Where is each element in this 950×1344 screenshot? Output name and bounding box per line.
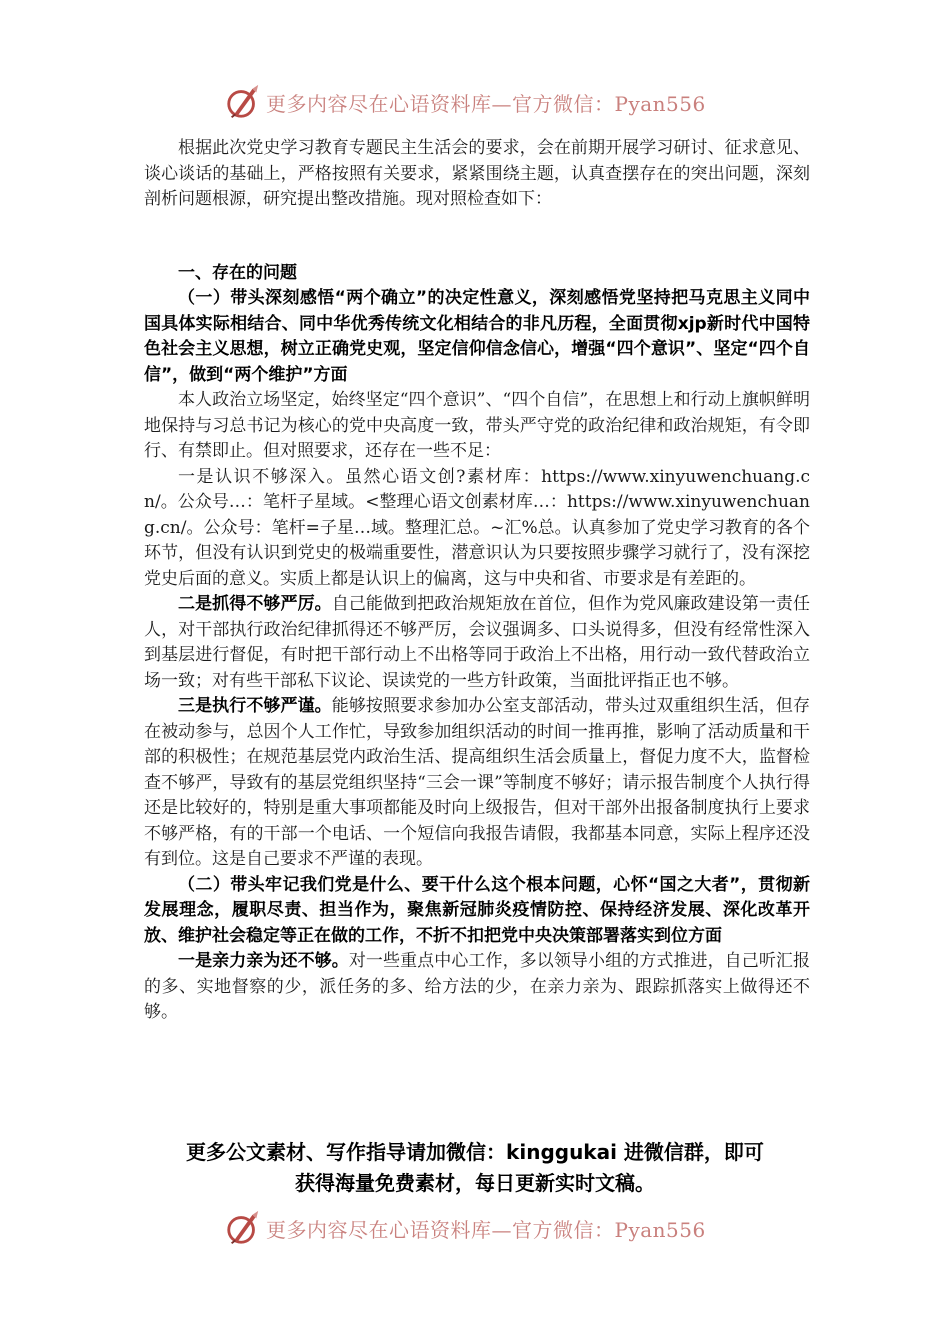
footer-banner [224,1208,744,1248]
promo-line-1: 更多公文素材、写作指导请加微信：kinggukai 进微信群，即可 [186,1140,764,1164]
point-4-lead: 一是亲力亲为还不够。 [178,951,349,971]
paragraph-point-2 [144,592,810,694]
intro-paragraph: 根据此次党史学习教育专题民主生活会的要求，会在前期开展学习研讨、征求意见、谈心谈话的基础上，严格按照有关要求，紧紧围绕主题，认真查摆存在的突出问题，深刻剖析问题根源，研究提出整改措施。现对照检查如下： [144,138,810,209]
paragraph-point-4 [144,949,810,1026]
quill-pen-logo-icon [224,83,262,121]
subsection-heading-2: （二）带头牢记我们党是什么、要干什么这个根本问题，心怀“国之大者”，贯彻新发展理念，履职尽责、担当作为，聚焦新冠肺炎疫情防控、保持经济发展、深化改革开放、维护社会稳定等正在做的工作，不折不扣把党中央决策部署落实到位方面 [144,874,810,946]
paragraph-point-1 [144,465,810,593]
point-3-lead: 三是执行不够严谨。 [178,696,332,716]
quill-pen-logo-icon [224,1209,262,1247]
header-banner-text: 更多内容尽在心语资料库—官方微信：Pyan556 [266,91,706,116]
point-2-text: 自己能做到把政治规矩放在首位，但作为党风廉政建设第一责任人，对干部执行政治纪律抓得还不够严厉，会议强调多、口头说得多，但没有经常性深入到基层进行督促，有时把干部行动上不出格等同于政治上不出格，用行动一致代替政治立场一致；对有些干部私下议论、误读党的一些方针政策，当面批评指正也不够。 [144,594,810,691]
footer-banner-text: 更多内容尽在心语资料库—官方微信：Pyan556 [266,1217,706,1242]
section-heading: 一、存在的问题 [178,262,297,283]
subsection-heading-1: （一）带头深刻感悟“两个确立”的决定性意义，深刻感悟党坚持把马克思主义同中国具体实际相结合、同中华优秀传统文化相结合的非凡历程，全面贯彻xjp新时代中国特色社会主义思想，树立正确党史观，坚定信仰信念信心，增强“四个意识”、坚定“四个自信”，做到“两个维护”方面 [144,288,810,385]
point-4-text: 对一些重点中心工作，多以领导小组的方式推进，自己听汇报的多、实地督察的少，派任务的多、给方法的少，在亲力亲为、跟踪抓落实上做得还不够。 [144,951,811,1022]
point-2-lead: 二是抓得不够严厉。 [178,594,332,614]
paragraph-stance: 本人政治立场坚定，始终坚定“四个意识”、“四个自信”，在思想上和行动上旗帜鲜明地保持与习总书记为核心的党中央高度一致，带头严守党的政治纪律和政治规矩，有令即行、有禁即止。但对照要求，还存在一些不足： [144,390,810,461]
promo-line-2: 获得海量免费素材，每日更新实时文稿。 [295,1171,655,1195]
paragraph-point-3 [144,694,810,873]
point-1-lead: 一是认识不够深入。 [178,466,345,487]
promo-block [130,1137,820,1199]
point-3-text: 能够按照要求参加办公室支部活动，带头过双重组织生活，但存在被动参与，总因个人工作忙，导致参加组织活动的时间一推再推，影响了活动质量和干部的积极性；在规范基层党内政治生活、提高组织生活会质量上，督促力度不大，监督检查不够严，导致有的基层党组织坚持“三会一课”等制度不够好；请示报告制度个人执行得还是比较好的，特别是重大事项都能及时向上级报告，但对干部外出报备制度执行上要求不够严格，有的干部一个电话、一个短信向我报告请假，我都基本同意，实际上程序还没有到位。这是自己要求不严谨的表现。 [144,696,810,869]
document-body [144,136,810,1026]
header-banner [224,82,744,122]
point-1-text: 虽然心语文创?素材库：https://www.xinyuwenchuang.cn/。公众号…：笔杆子星域。<整理心语文创素材库…：https://www.xinyuwenchuang.cn/。公众号：笔杆=子星…域。整理汇总。~汇%总。认真参加了党史学习教育的各个环节，但没有认识到党史的极端重要性，潜意识认为只要按照步骤学习就行了，没有深挖党史后面的意义。实质上都是认识上的偏离，这与中央和省、市要求是有差距的。 [144,466,811,589]
